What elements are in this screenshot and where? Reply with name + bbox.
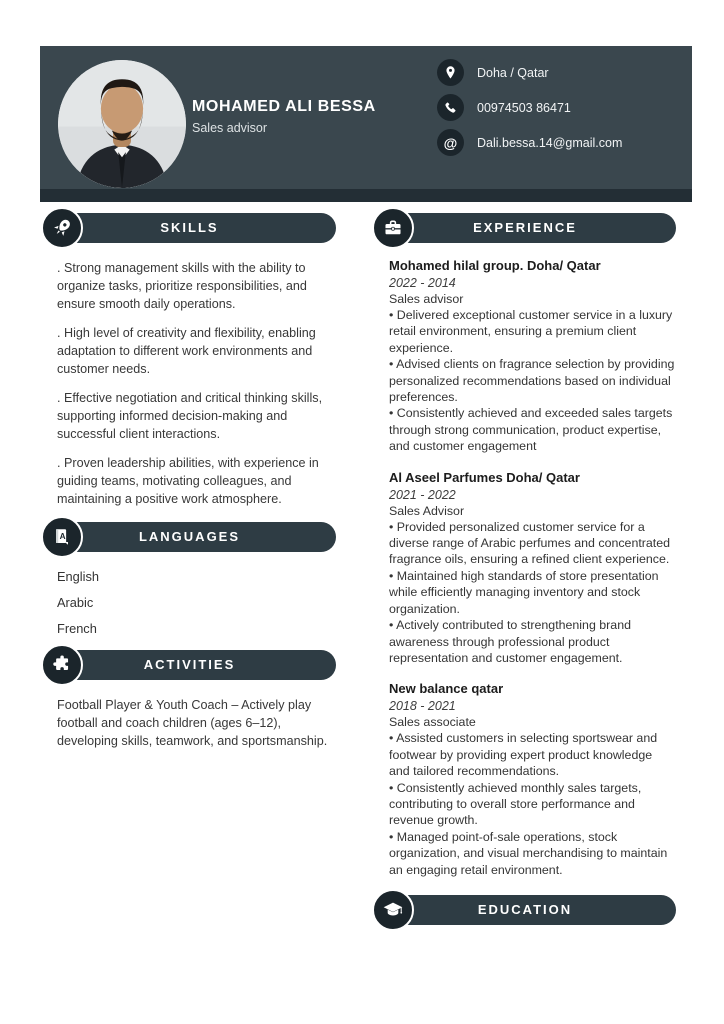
- header-band: [40, 46, 692, 202]
- job-bullet: • Managed point-of-sale operations, stock organization, and visual merchandising to maintain an engaging retail environment.: [389, 829, 668, 877]
- job-bullet: • Actively contributed to strengthening brand awareness through professional product representation and customer engagement.: [389, 618, 631, 665]
- languages-section-header: [43, 522, 336, 552]
- right-column: [374, 213, 676, 925]
- job-company: Mohamed hilal group. Doha/ Qatar: [389, 258, 601, 273]
- job-role: Sales advisor: [389, 292, 464, 306]
- skills-title: SKILLS: [160, 220, 219, 235]
- contact-location: [437, 59, 687, 86]
- translation-book-icon: [41, 516, 83, 558]
- activities-title: ACTIVITIES: [143, 657, 236, 672]
- briefcase-icon: [372, 207, 414, 249]
- skill-item: . Effective negotiation and critical thinking skills, supporting informed decision-making and successful client interactions.: [57, 391, 323, 441]
- contact-email: [437, 129, 687, 156]
- job-bullet: • Provided personalized customer service for a diverse range of Arabic perfumes and concentrated fragrance oils, ensuring a refined client experience.: [389, 519, 671, 567]
- location-text: Doha / Qatar: [477, 65, 549, 80]
- job-company: Al Aseel Parfumes Doha/ Qatar: [389, 469, 580, 485]
- job-bullet: • Advised clients on fragrance selection by providing personalized recommendations based on individual preferences.: [389, 357, 675, 405]
- language-list: [43, 569, 336, 636]
- job-bullet: • Maintained high standards of store presentation while efficiently managing inventory and stock organization.: [389, 568, 659, 616]
- puzzle-piece-icon: [41, 644, 83, 686]
- job-entry: [389, 681, 676, 878]
- activities-text: Football Player & Youth Coach – Actively play football and coach children (ages 6–12), developing skills, teamwork, and sportsmanship.: [57, 698, 328, 748]
- experience-section-header: [374, 213, 676, 243]
- job-bullet: • Consistently achieved monthly sales targets, contributing to overall store performance and revenue growth.: [389, 780, 642, 828]
- phone-icon: [437, 94, 464, 121]
- svg-text:A: A: [59, 532, 66, 542]
- name-block: [192, 98, 432, 135]
- portrait-illustration: [58, 60, 186, 188]
- job-bullet: • Delivered exceptional customer service in a luxury retail environment, ensuring a premium client experience.: [389, 308, 673, 355]
- job-bullet: • Consistently achieved and exceeded sales targets through strong communication, product expertise, and customer engagement: [389, 406, 673, 454]
- person-job-title: Sales advisor: [192, 121, 268, 135]
- job-dates: 2021 - 2022: [389, 487, 456, 502]
- skill-item: . Strong management skills with the ability to organize tasks, prioritize responsibilities, and ensure smooth daily operations.: [57, 261, 307, 311]
- contact-phone: [437, 94, 687, 121]
- location-pin-icon: [437, 59, 464, 86]
- language-item: French: [57, 621, 97, 636]
- left-column: [43, 213, 336, 750]
- activities-section-header: [43, 650, 336, 680]
- job-entry: [389, 258, 676, 455]
- job-role: Sales Advisor: [389, 503, 465, 518]
- skill-item: . Proven leadership abilities, with experience in guiding teams, motivating colleagues, and maintaining a positive work atmosphere.: [57, 456, 319, 506]
- job-role: Sales associate: [389, 715, 476, 730]
- job-company: New balance qatar: [389, 681, 504, 697]
- job-dates: 2022 - 2014: [389, 276, 456, 290]
- experience-title: EXPERIENCE: [473, 220, 577, 235]
- language-item: English: [57, 569, 99, 584]
- email-text: Dali.bessa.14@gmail.com: [477, 135, 623, 150]
- skills-section-header: [43, 213, 336, 243]
- graduation-cap-icon: [372, 889, 414, 931]
- contact-info: [437, 59, 687, 164]
- job-bullet: • Assisted customers in selecting sportswear and footwear by providing expert product knowledge and tailored recommendations.: [389, 731, 658, 779]
- experience-list: [374, 258, 676, 878]
- at-sign-icon: @: [437, 129, 464, 156]
- job-dates: 2018 - 2021: [389, 699, 456, 714]
- education-title: EDUCATION: [477, 901, 573, 917]
- phone-text: 00974503 86471: [477, 100, 571, 115]
- person-name: MOHAMED ALI BESSA: [192, 98, 376, 115]
- job-entry: [389, 470, 676, 667]
- rocket-icon: [41, 207, 83, 249]
- skill-item: . High level of creativity and flexibility, enabling adaptation to different work environments and customer needs.: [57, 326, 316, 376]
- skills-list: [43, 259, 336, 508]
- language-item: Arabic: [57, 595, 94, 610]
- profile-photo: [58, 60, 186, 188]
- education-section-header: [374, 895, 676, 925]
- languages-title: LANGUAGES: [138, 529, 241, 544]
